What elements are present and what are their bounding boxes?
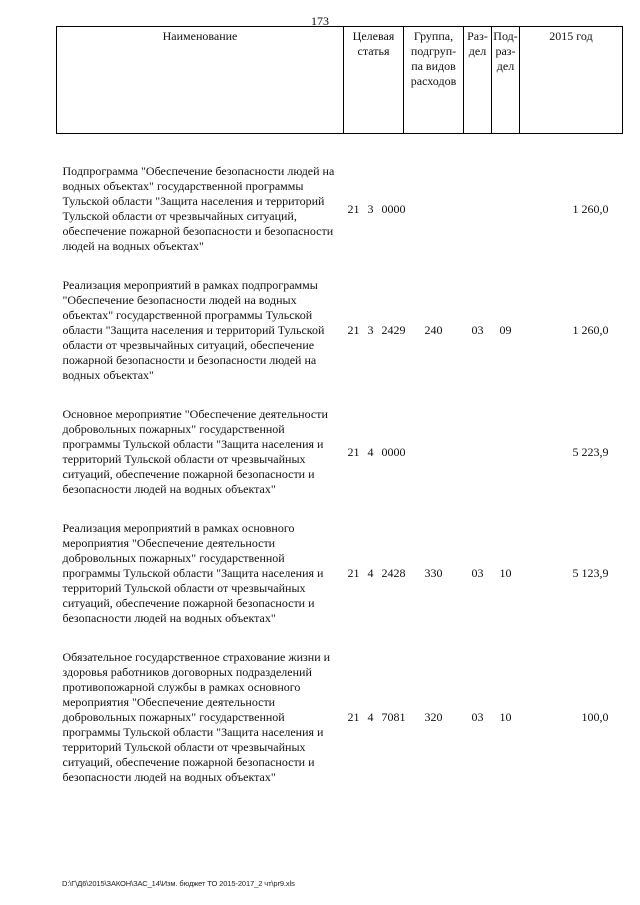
header-section: Раз-дел xyxy=(464,27,492,134)
target-program: 21 xyxy=(347,710,360,724)
row-target-article xyxy=(344,650,404,785)
row-subsection: 10 xyxy=(499,710,512,724)
row-amount: 1 260,0 xyxy=(572,323,609,337)
target-subprogram: 4 xyxy=(367,710,374,724)
row-target-article xyxy=(344,407,404,497)
row-target-article xyxy=(344,278,404,383)
row-amount: 5 123,9 xyxy=(572,566,609,580)
target-code: 0000 xyxy=(381,201,406,216)
table-row xyxy=(57,650,623,785)
row-name: Реализация мероприятий в рамках основного мероприятия "Обеспечение деятельности добровольных пожарных" государственной программы Тульской области "Защита населения и территорий Тульской области от чрезвычайных ситуаций, обеспечение пожарной безопасности и безопасности людей на водных объектах" xyxy=(62,521,324,625)
target-subprogram: 4 xyxy=(367,566,374,580)
row-target-article xyxy=(344,164,404,254)
page-number: 173 xyxy=(311,14,329,28)
header-target: Целевая статья xyxy=(344,27,404,134)
row-section xyxy=(464,407,492,497)
header-subsection: Под-раз-дел xyxy=(492,27,520,134)
row-target-article xyxy=(344,521,404,626)
row-group: 240 xyxy=(424,323,443,337)
row-section: 03 xyxy=(471,323,484,337)
row-group: 330 xyxy=(424,566,443,580)
target-program: 21 xyxy=(347,201,360,216)
row-amount: 100,0 xyxy=(581,710,609,724)
target-code: 0000 xyxy=(381,444,406,459)
row-subsection: 10 xyxy=(499,566,512,580)
row-amount: 1 260,0 xyxy=(572,201,609,216)
budget-table-container xyxy=(56,26,622,785)
row-name: Обязательное государственное страхование жизни и здоровья работников договорных подразделений противопожарной службы в рамках основного мероприятия "Обеспечение деятельности добровольных пожарных" государственной программы Тульской области "Защита населения и территорий Тульской области от чрезвычайных ситуаций, обеспечение пожарной безопасности и безопасности людей на водных объектах" xyxy=(62,650,331,784)
row-section xyxy=(464,164,492,254)
header-group: Группа, подгруп-па видов расходов xyxy=(404,27,464,134)
table-row xyxy=(57,407,623,497)
row-group xyxy=(404,164,464,254)
target-subprogram: 4 xyxy=(367,444,374,459)
row-name: Основное мероприятие "Обеспечение деятельности добровольных пожарных" государственной программы Тульской области "Защита населения и территорий Тульской области от чрезвычайных ситуаций, обеспечение пожарной безопасности и безопасности людей на водных объектах" xyxy=(62,407,328,496)
target-program: 21 xyxy=(347,566,360,580)
table-row xyxy=(57,164,623,254)
row-group xyxy=(404,407,464,497)
target-subprogram: 3 xyxy=(367,201,374,216)
row-name: Подпрограмма "Обеспечение безопасности людей на водных объектах" государственной программы Тульской области "Защита населения и территорий Тульской области от чрезвычайных ситуаций, обеспечение пожарной безопасности и безопасности людей на водных объектах" xyxy=(62,164,335,253)
table-header-row xyxy=(57,27,623,134)
row-group: 320 xyxy=(424,710,443,724)
target-code: 2428 xyxy=(381,566,406,580)
budget-table xyxy=(56,26,623,785)
row-subsection xyxy=(492,407,520,497)
header-year: 2015 год xyxy=(520,27,623,134)
row-name: Реализация мероприятий в рамках подпрограммы "Обеспечение безопасности людей на водных объектах" государственной программы Тульской области "Защита населения и территорий Тульской области от чрезвычайных ситуаций, обеспечение пожарной безопасности и безопасности людей на водных объектах" xyxy=(62,278,325,382)
file-path-footer: D:\Г\Д6\2015\ЗАКОН\ЗАС_14\Изм. бюджет ТО 2015-2017_2 чт\pr9.xls xyxy=(62,879,295,888)
row-subsection: 09 xyxy=(499,323,512,337)
header-name: Наименование xyxy=(57,27,344,134)
target-subprogram: 3 xyxy=(367,323,374,337)
target-program: 21 xyxy=(347,323,360,337)
target-code: 7081 xyxy=(381,710,406,724)
row-amount: 5 223,9 xyxy=(572,444,609,459)
table-row xyxy=(57,278,623,383)
table-row xyxy=(57,521,623,626)
row-section: 03 xyxy=(471,566,484,580)
target-program: 21 xyxy=(347,444,360,459)
target-code: 2429 xyxy=(381,323,406,337)
row-subsection xyxy=(492,164,520,254)
row-section: 03 xyxy=(471,710,484,724)
